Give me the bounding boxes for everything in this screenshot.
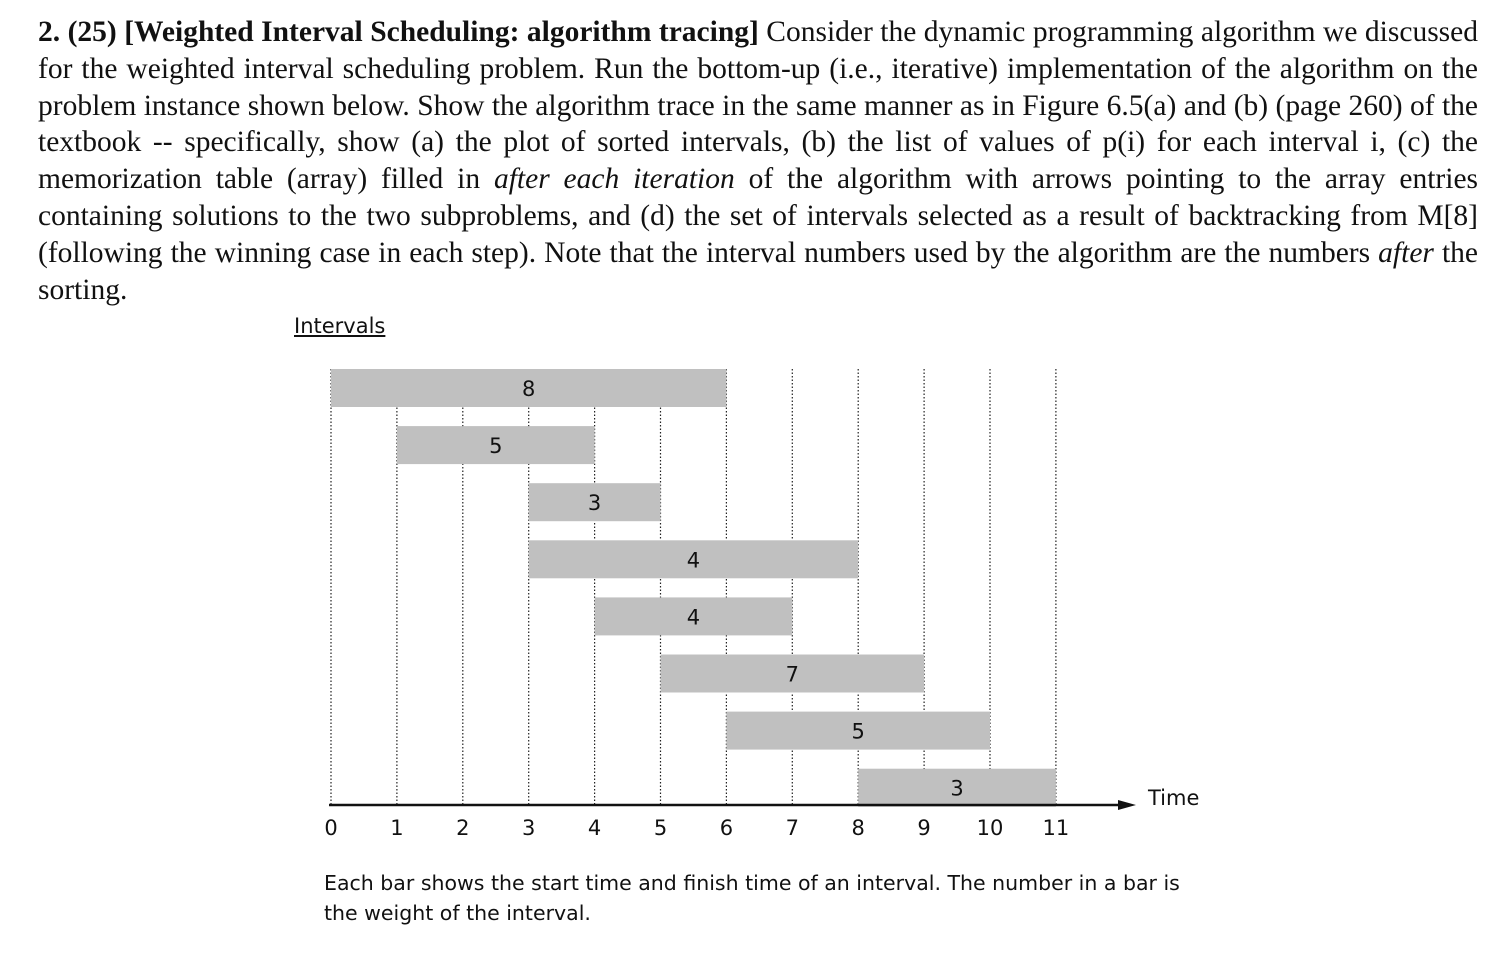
x-tick-label: 3	[522, 816, 536, 840]
x-tick-label: 6	[719, 816, 734, 840]
x-axis-label: Time	[1148, 786, 1200, 810]
x-tick-label: 0	[324, 816, 338, 840]
problem-text-part-2: of the algorithm with arrows pointing to the array entries containing solutions to the two subproblems, and (d) the set of intervals selected as a result of backtracking from M[8] (following the winning case in each step). Note that the interval numbers used by the algorithm are the numbers	[38, 163, 1479, 269]
interval-weight-label: 5	[851, 719, 865, 744]
x-tick-label: 7	[785, 816, 799, 840]
problem-heading: [Weighted Interval Scheduling: algorithm tracing]	[124, 16, 759, 48]
problem-emphasis-2: after	[1378, 236, 1434, 269]
x-tick-label: 1	[390, 816, 404, 840]
problem-number: 2.	[38, 16, 61, 48]
interval-weight-label: 4	[686, 605, 701, 630]
interval-weight-label: 8	[522, 377, 536, 401]
interval-weight-label: 3	[587, 491, 602, 516]
interval-bars	[331, 369, 1056, 807]
time-axis	[324, 786, 1199, 840]
interval-weight-label: 4	[686, 548, 701, 573]
interval-weight-label: 5	[489, 434, 503, 459]
x-tick-label: 11	[1042, 816, 1070, 840]
x-tick-label: 8	[851, 816, 865, 840]
x-tick-label: 9	[917, 816, 931, 840]
problem-text-part-1: Consider the dynamic programming algorithm we discussed for the weighted interval scheduling problem. Run the bottom-up (i.e., iterative) implementation of the algorithm on the problem instance shown below. Show the algorithm trace in the same manner as in Figure 6.5(a) and (b) (page 260) of the textbook -- specifically, show (a) the plot of sorted intervals, (b) the list of values of p(i) for each interval i, (c) the memorization table (array) filled in	[38, 16, 1478, 196]
chart-caption: Each bar shows the start time and finish time of an interval. The number in a bar is the weight of the interval.	[324, 871, 1180, 925]
problem-text-part-3: the sorting.	[38, 236, 1478, 306]
problem-emphasis-1: after each iteration	[493, 163, 735, 196]
x-tick-label: 5	[653, 816, 668, 840]
x-tick-label: 10	[976, 816, 1004, 840]
interval-weight-label: 3	[950, 776, 964, 801]
problem-points: (25)	[67, 16, 117, 48]
x-tick-label: 4	[587, 816, 602, 840]
x-axis-arrow-icon	[1118, 800, 1136, 810]
interval-weight-label: 7	[785, 662, 799, 687]
x-tick-label: 2	[456, 816, 470, 840]
chart-title: Intervals	[294, 314, 386, 338]
